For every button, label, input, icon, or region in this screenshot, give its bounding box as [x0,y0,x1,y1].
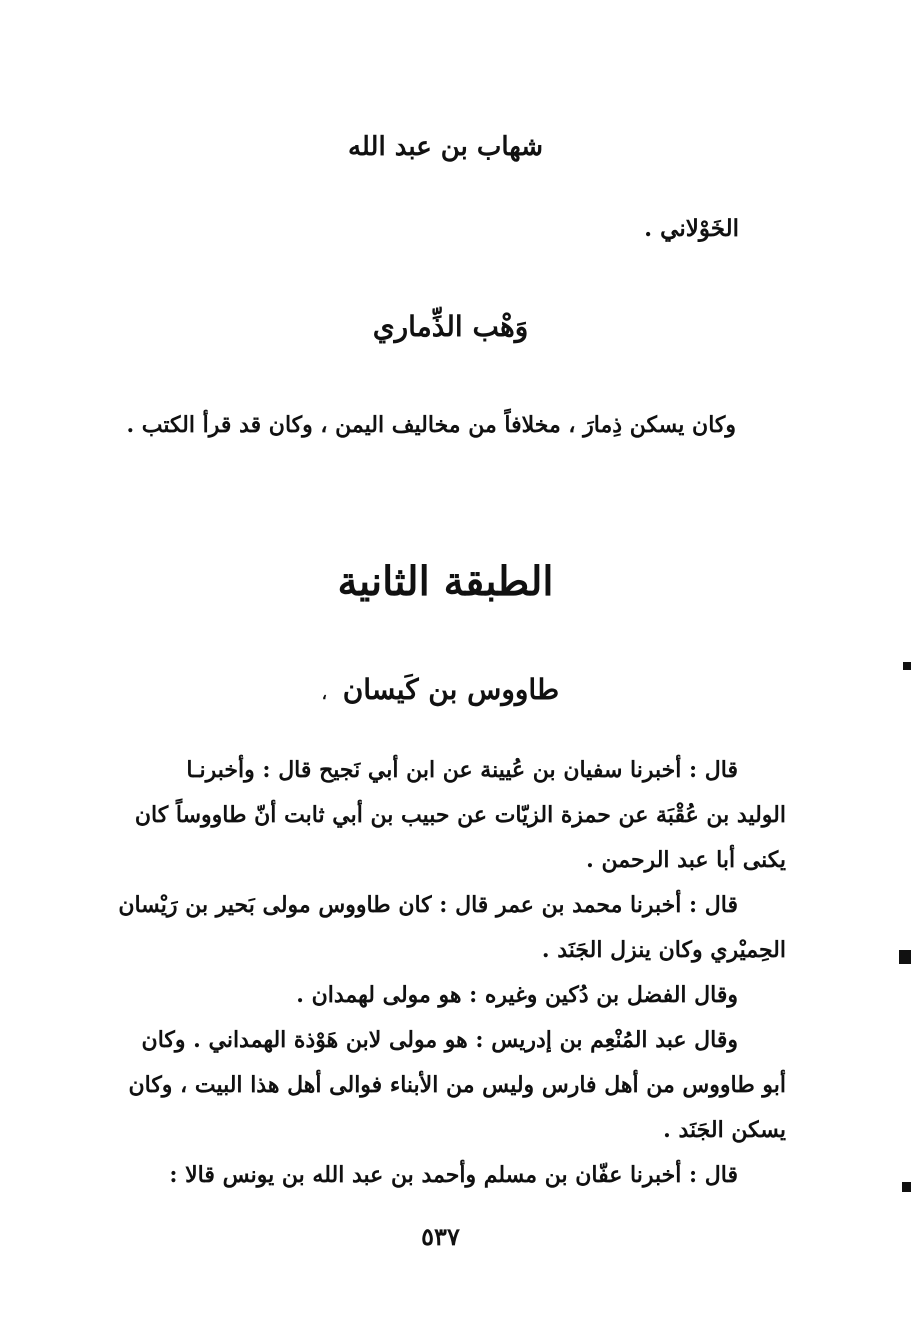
paragraph-line: يسكن الجَنَد . [663,1117,786,1143]
paragraph-line: الحِميْري وكان ينزل الجَنَد . [541,937,786,963]
paragraph-line: الوليد بن عُقْبَة عن حمزة الزيّات عن حبيب بن أبي ثابت أنّ طاووساً كان [134,802,786,828]
paragraph: قال : أخبرنا محمد بن عمر قال : كان طاووس مولى بَحير بن رَيْسان [118,892,738,918]
paragraph: وقال الفضل بن دُكين وغيره : هو مولى لهمدان . [296,982,738,1008]
paragraph: قال : أخبرنا سفيان بن عُيينة عن ابن أبي نَجيح قال : وأخبرنـا [186,757,738,783]
scan-edge-mark [899,950,911,964]
entry-text: وكان يسكن ذِمارَ ، مخلافاً من مخاليف اليمن ، وكان قد قرأ الكتب . [126,412,736,438]
entry-title-text: طاووس بن كَيسان [342,673,560,706]
entry-title [0,673,896,706]
paragraph-line: أبو طاووس من أهل فارس وليس من الأبناء فوالى أهل هذا البيت ، وكان [128,1072,786,1098]
carryover-line: الخَوْلاني . [644,215,739,242]
running-head: شهاب بن عبد الله [347,132,544,162]
paragraph: وقال عبد المُنْعِم بن إدريس : هو مولى لابن هَوْذة الهمداني . وكان [141,1027,738,1053]
scan-edge-mark [903,662,911,670]
entry-body [95,748,786,1198]
entry-title: وَهْب الذِّماري [372,310,529,343]
page-number: ٥٣٧ [421,1222,460,1251]
bullet-mark: ، [321,684,327,703]
section-title: الطبقة الثانية [337,558,554,605]
paragraph-line: يكنى أبا عبد الرحمن . [586,847,786,873]
scan-edge-mark [902,1182,911,1192]
paragraph: قال : أخبرنا عفّان بن مسلم وأحمد بن عبد الله بن يونس قالا : [169,1162,738,1188]
